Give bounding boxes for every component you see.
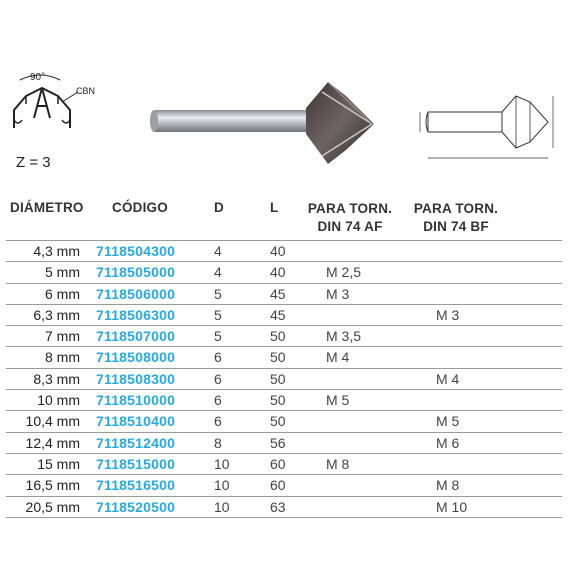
table-row	[6, 305, 562, 326]
countersink-tool-image	[146, 72, 382, 170]
cell-d: 10	[214, 498, 230, 515]
cell-l: 45	[270, 306, 286, 323]
cell-l: 45	[270, 285, 286, 302]
cell-code: 7118515000	[96, 455, 176, 472]
table-row	[6, 497, 562, 518]
cell-din74bf: M 8	[436, 477, 460, 494]
cell-code: 7118512400	[96, 434, 176, 451]
table-row	[6, 240, 562, 262]
cell-din74bf: M 3	[436, 306, 460, 323]
cell-diameter: 8,3 mm	[33, 370, 80, 387]
table-row	[6, 262, 562, 283]
table-row	[6, 433, 562, 454]
cell-din74bf: M 10	[436, 498, 468, 515]
cell-d: 10	[214, 455, 230, 472]
product-table	[6, 196, 562, 515]
cell-din74af: M 5	[326, 392, 350, 409]
cell-diameter: 6,3 mm	[33, 306, 80, 323]
table-row	[6, 369, 562, 390]
cell-diameter: 10 mm	[37, 392, 80, 409]
cell-din74bf: M 6	[436, 434, 460, 451]
cell-l: 63	[270, 498, 286, 515]
cell-code: 7118505000	[96, 264, 176, 281]
cell-l: 50	[270, 349, 286, 366]
angle-label: 90°	[30, 72, 46, 83]
technical-drawing	[398, 84, 558, 166]
table-header	[6, 196, 562, 238]
cell-d: 4	[214, 243, 222, 259]
cell-d: 5	[214, 306, 222, 323]
cell-code: 7118506000	[96, 285, 176, 302]
cell-code: 7118506300	[96, 306, 176, 323]
header-din74af	[302, 200, 398, 236]
cell-l: 40	[270, 264, 286, 281]
table-row	[6, 454, 562, 475]
header-code: CÓDIGO	[112, 200, 168, 215]
cell-diameter: 20,5 mm	[25, 498, 80, 515]
table-row	[6, 326, 562, 347]
table-row	[6, 390, 562, 411]
cell-l: 40	[270, 243, 286, 259]
table-row	[6, 411, 562, 432]
header-d: D	[214, 200, 224, 215]
header-din74bf-line1: PARA TORN.	[413, 201, 499, 216]
cell-code: 7118516500	[96, 477, 176, 494]
cell-l: 50	[270, 370, 286, 387]
header-din74bf	[408, 200, 504, 236]
cell-d: 5	[214, 285, 222, 302]
cell-d: 4	[214, 264, 222, 281]
table-row	[6, 475, 562, 496]
cell-din74af: M 3	[326, 285, 350, 302]
header-l: L	[270, 200, 279, 215]
cell-diameter: 8 mm	[45, 349, 80, 366]
cell-l: 60	[270, 477, 286, 494]
cell-din74af: M 4	[326, 349, 350, 366]
cell-d: 6	[214, 392, 222, 409]
cell-diameter: 4,3 mm	[33, 243, 80, 259]
cell-code: 7118504300	[96, 243, 176, 259]
cell-diameter: 15 mm	[37, 455, 80, 472]
cell-diameter: 7 mm	[45, 328, 80, 345]
cell-l: 50	[270, 392, 286, 409]
cell-code: 7118508000	[96, 349, 176, 366]
cell-code: 7118510400	[96, 413, 176, 430]
cell-code: 7118508300	[96, 370, 176, 387]
cell-d: 6	[214, 413, 222, 430]
cell-diameter: 6 mm	[45, 285, 80, 302]
cell-l: 50	[270, 328, 286, 345]
header-diameter: DIÁMETRO	[10, 200, 84, 215]
header-din74af-line2: DIN 74 AF	[317, 219, 383, 234]
table-row	[6, 347, 562, 368]
coating-label: CBN	[76, 86, 96, 96]
cell-diameter: 5 mm	[45, 264, 80, 281]
cell-din74bf: M 5	[436, 413, 460, 430]
cell-din74af: M 2,5	[326, 264, 362, 281]
cell-diameter: 10,4 mm	[25, 413, 80, 430]
cell-code: 7118520500	[96, 498, 176, 515]
cell-l: 56	[270, 434, 286, 451]
cell-diameter: 12,4 mm	[25, 434, 80, 451]
cell-l: 50	[270, 413, 286, 430]
cell-d: 10	[214, 477, 230, 494]
table-body	[6, 240, 562, 518]
cell-l: 60	[270, 455, 286, 472]
cell-diameter: 16,5 mm	[25, 477, 80, 494]
header-din74af-line1: PARA TORN.	[307, 201, 393, 216]
cell-din74bf: M 4	[436, 370, 460, 387]
cell-d: 5	[214, 328, 222, 345]
header-din74bf-line2: DIN 74 BF	[423, 219, 489, 234]
table-row	[6, 284, 562, 305]
cell-code: 7118507000	[96, 328, 176, 345]
cell-code: 7118510000	[96, 392, 176, 409]
cell-din74af: M 3,5	[326, 328, 362, 345]
cell-d: 8	[214, 434, 222, 451]
cell-d: 6	[214, 370, 222, 387]
flutes-count: Z = 3	[16, 154, 51, 171]
cell-d: 6	[214, 349, 222, 366]
cell-din74af: M 8	[326, 455, 350, 472]
product-header	[0, 0, 570, 190]
